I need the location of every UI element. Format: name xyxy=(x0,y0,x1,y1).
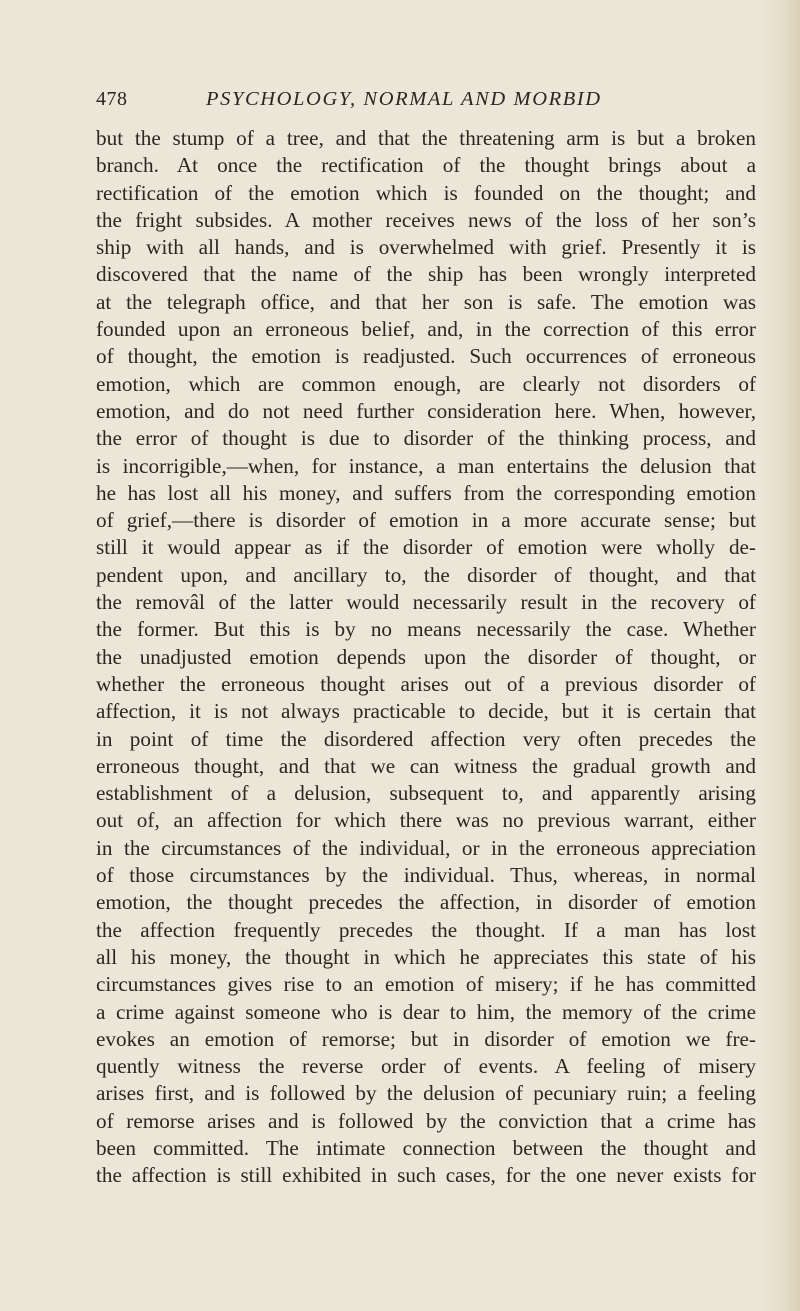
text-line: the error of thought is due to disorder of the thinking process, and xyxy=(96,426,756,451)
text-line: emotion, and do not need further consideration here. When, however, xyxy=(96,398,756,423)
text-line: at the telegraph office, and that her son is safe. The emotion was xyxy=(96,289,756,314)
text-line: but the stump of a tree, and that the threatening arm is but a broken xyxy=(96,126,756,150)
text-line: of grief,—there is disorder of emotion in a more accurate sense; but xyxy=(96,508,756,533)
page-header xyxy=(96,88,712,118)
text-line: whether the erroneous thought arises out of a previous disorder of xyxy=(96,671,756,696)
text-line: the fright subsides. A mother receives news of the loss of her son’s xyxy=(96,207,756,232)
running-head: PSYCHOLOGY, NORMAL AND MORBID xyxy=(206,88,602,110)
text-line: affection, it is not always practicable to decide, but it is certain that xyxy=(96,699,756,724)
text-line: quently witness the reverse order of events. A feeling of misery xyxy=(96,1054,756,1079)
page-number: 478 xyxy=(96,88,128,110)
text-line: all his money, the thought in which he appreciates this state of his xyxy=(96,944,756,969)
text-line: been committed. The intimate connection between the thought and xyxy=(96,1135,756,1160)
text-line: of those circumstances by the individual. Thus, whereas, in normal xyxy=(96,863,756,888)
text-line: is incorrigible,—when, for instance, a man entertains the delusion that xyxy=(96,453,756,478)
text-line: founded upon an erroneous belief, and, in the correction of this error xyxy=(96,317,756,342)
text-line: emotion, the thought precedes the affection, in disorder of emotion xyxy=(96,890,756,915)
text-line: the removâl of the latter would necessarily result in the recovery of xyxy=(96,590,756,615)
text-line: of remorse arises and is followed by the conviction that a crime has xyxy=(96,1108,756,1133)
text-line: arises first, and is followed by the delusion of pecuniary ruin; a feeling xyxy=(96,1081,756,1106)
text-line: he has lost all his money, and suffers from the corresponding emotion xyxy=(96,480,756,505)
text-line: circumstances gives rise to an emotion of misery; if he has committed xyxy=(96,972,756,997)
text-line: in point of time the disordered affection very often precedes the xyxy=(96,726,756,751)
body-text xyxy=(96,125,756,1190)
text-line: ship with all hands, and is overwhelmed with grief. Presently it is xyxy=(96,235,756,260)
text-line: the affection frequently precedes the thought. If a man has lost xyxy=(96,917,756,942)
text-line: the unadjusted emotion depends upon the disorder of thought, or xyxy=(96,644,756,669)
text-line: branch. At once the rectification of the thought brings about a xyxy=(96,153,756,178)
page-edge-shadow xyxy=(760,0,800,1311)
text-line: in the circumstances of the individual, or in the erroneous appreciation xyxy=(96,835,756,860)
text-line: the former. But this is by no means necessarily the case. Whether xyxy=(96,617,756,642)
text-line: erroneous thought, and that we can witness the gradual growth and xyxy=(96,753,756,778)
text-line: a crime against someone who is dear to him, the memory of the crime xyxy=(96,999,756,1024)
text-line: of thought, the emotion is readjusted. Such occurrences of erroneous xyxy=(96,344,756,369)
text-line: evokes an emotion of remorse; but in disorder of emotion we fre- xyxy=(96,1026,756,1051)
text-line: discovered that the name of the ship has been wrongly interpreted xyxy=(96,262,756,287)
text-line: the affection is still exhibited in such cases, for the one never exists for xyxy=(96,1163,756,1188)
text-line: out of, an affection for which there was no previous warrant, either xyxy=(96,808,756,833)
text-line: still it would appear as if the disorder of emotion were wholly de- xyxy=(96,535,756,560)
text-line: pendent upon, and ancillary to, the disorder of thought, and that xyxy=(96,562,756,587)
text-line: emotion, which are common enough, are clearly not disorders of xyxy=(96,371,756,396)
text-line: establishment of a delusion, subsequent to, and apparently arising xyxy=(96,781,756,806)
text-line: rectification of the emotion which is founded on the thought; and xyxy=(96,180,756,205)
